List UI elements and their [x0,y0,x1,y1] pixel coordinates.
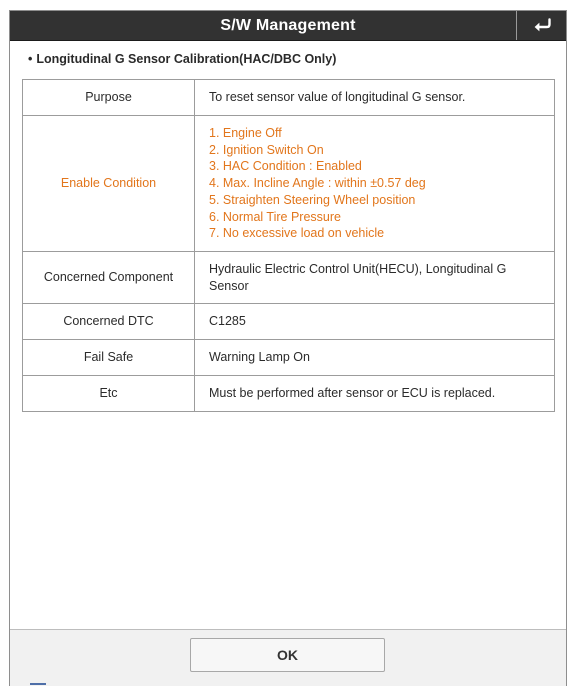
row-label-concerned-component: Concerned Component [23,252,195,304]
condition-item: 1. Engine Off [209,125,282,140]
table-row-concerned-dtc [23,304,555,340]
row-value-fail-safe: Warning Lamp On [195,340,555,376]
info-table [22,79,555,412]
row-value-etc: Must be performed after sensor or ECU is replaced. [195,376,555,412]
condition-item: 7. No excessive load on vehicle [209,226,385,241]
section-title-text: Longitudinal G Sensor Calibration(HAC/DBC Only) [36,52,337,66]
ok-button[interactable]: OK [190,638,385,672]
back-button[interactable] [516,11,566,40]
table-row-fail-safe [23,340,555,376]
row-label-concerned-dtc: Concerned DTC [23,304,195,340]
dialog-title: S/W Management [220,17,356,34]
row-value-enable-condition [195,116,555,252]
corner-accent [30,683,46,685]
row-label-etc: Etc [23,376,195,412]
row-label-enable-condition: Enable Condition [23,116,195,252]
table-row-etc [23,376,555,412]
row-label-purpose: Purpose [23,80,195,116]
section-title [28,52,336,66]
condition-item: 2. Ignition Switch On [209,142,324,157]
condition-item: 4. Max. Incline Angle : within ±0.57 deg [209,176,426,191]
table-row-concerned-component [23,252,555,304]
table-row-purpose [23,80,555,116]
sw-management-dialog [9,10,567,686]
condition-item: 3. HAC Condition : Enabled [209,159,362,174]
condition-item: 6. Normal Tire Pressure [209,209,341,224]
condition-list [209,125,542,243]
title-bar [10,11,566,41]
row-value-purpose: To reset sensor value of longitudinal G sensor. [195,80,555,116]
row-value-concerned-dtc: C1285 [195,304,555,340]
return-arrow-icon [532,18,552,33]
dialog-footer [10,629,566,686]
row-label-fail-safe: Fail Safe [23,340,195,376]
bullet: • [28,52,33,66]
table-row-enable-condition [23,116,555,252]
row-value-concerned-component: Hydraulic Electric Control Unit(HECU), Longitudinal G Sensor [195,252,555,304]
condition-item: 5. Straighten Steering Wheel position [209,192,416,207]
